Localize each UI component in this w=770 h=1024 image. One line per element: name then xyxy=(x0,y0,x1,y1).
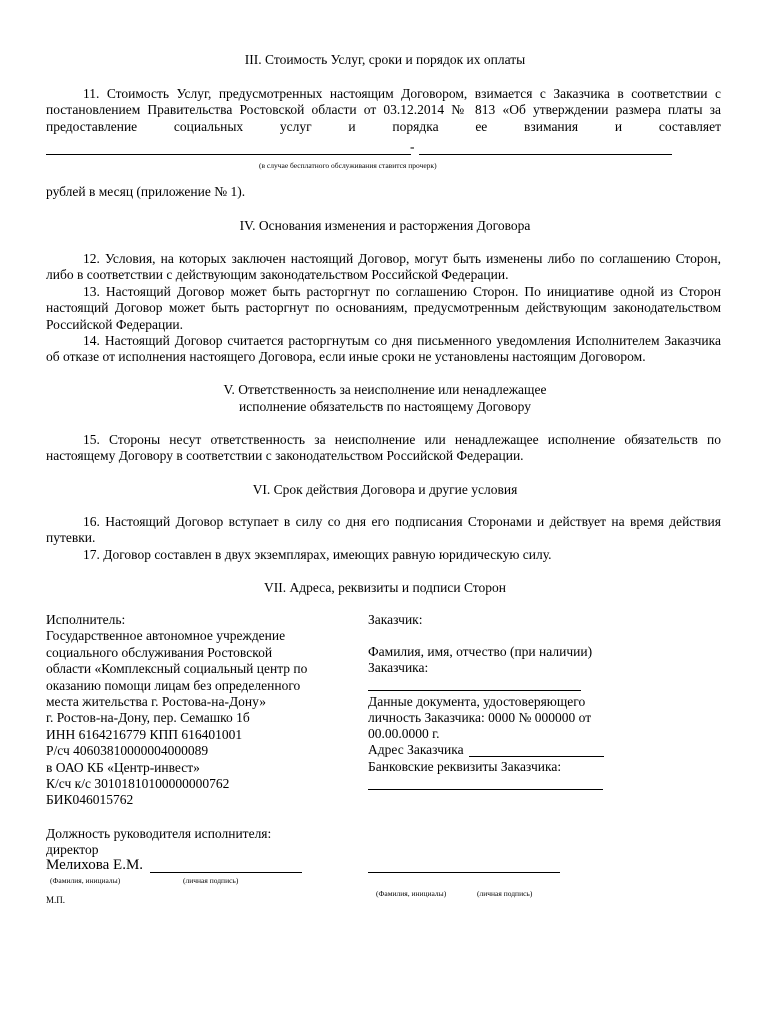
paragraph-14: 14. Настоящий Договор считается расторгнутым со дня письменного уведомления Исполнителем Заказчика об отказе от исполнения настоящего Договора, если иные сроки не установлены настоящим Договором. xyxy=(46,333,721,365)
executor-line: БИК046015762 xyxy=(46,792,134,808)
section-3-heading: III. Стоимость Услуг, сроки и порядок их оплаты xyxy=(244,52,526,67)
paragraph-12: 12. Условия, на которых заключен настоящий Договор, могут быть изменены либо по соглашению Сторон, либо в соответствии с действующим законодательством Российской Федерации. xyxy=(46,251,721,283)
executor-sig-label-sign: (личная подпись) xyxy=(183,876,239,885)
section-7-heading: VII. Адреса, реквизиты и подписи Сторон xyxy=(263,580,506,595)
customer-doc-label-3: 00.00.0000 г. xyxy=(368,726,440,741)
executor-signature-line xyxy=(150,872,302,873)
customer-bank-line xyxy=(368,789,603,790)
customer-fio-line xyxy=(368,690,581,691)
customer-signature-line xyxy=(368,872,560,873)
executor-details xyxy=(46,612,346,809)
customer-address-label: Адрес Заказчика xyxy=(368,742,464,757)
paragraph-11: 11. Стоимость Услуг, предусмотренных настоящим Договором, взимается с Заказчика в соответствии с постановлением Правительства Ростовской области от 03.12.2014 № 813 «Об утверждении размера платы за предоставление социальных услуг и порядка ее взимания и составляет xyxy=(46,86,721,134)
executor-sig-label-name: (Фамилия, инициалы) xyxy=(50,876,121,885)
section-6-heading: VI. Срок действия Договора и другие условия xyxy=(252,482,518,497)
executor-line: области «Комплексный социальный центр по xyxy=(46,661,308,677)
customer-sig-label-name: (Фамилия, инициалы) xyxy=(376,889,447,898)
section-5-heading-line1: V. Ответственность за неисполнение или ненадлежащее xyxy=(223,382,547,397)
executor-line: в ОАО КБ «Центр-инвест» xyxy=(46,759,200,775)
executor-line: оказанию помощи лицам без определенного xyxy=(46,677,301,693)
executor-line: Государственное автономное учреждение xyxy=(46,628,286,644)
executor-name: Мелихова Е.М. xyxy=(46,857,144,873)
customer-fio-label-1: Фамилия, имя, отчество (при наличии) xyxy=(368,644,593,659)
section-4-heading: IV. Основания изменения и расторжения Договора xyxy=(239,218,531,233)
stamp-label: М.П. xyxy=(46,895,66,905)
customer-title: Заказчик: xyxy=(368,612,423,627)
paragraph-16: 16. Настоящий Договор вступает в силу со дня его подписания Сторонами и действует на время действия путевки. xyxy=(46,514,721,546)
executor-line: г. Ростов-на-Дону, пер. Семашко 1б xyxy=(46,710,250,726)
fee-blank-line-left xyxy=(46,154,411,155)
executor-line: Р/сч 40603810000004000089 xyxy=(46,743,209,759)
executor-line: Исполнитель: xyxy=(46,612,126,627)
executor-line: места жительства г. Ростова-на-Дону» xyxy=(46,694,266,710)
customer-doc-label-1: Данные документа, удостоверяющего xyxy=(368,694,586,709)
paragraph-17: 17. Договор составлен в двух экземплярах, имеющих равную юридическую силу. xyxy=(83,547,552,562)
executor-position-label: Должность руководителя исполнителя: xyxy=(46,826,272,841)
customer-bank-label: Банковские реквизиты Заказчика: xyxy=(368,759,562,774)
executor-position: директор xyxy=(46,842,99,857)
customer-sig-label-sign: (личная подпись) xyxy=(477,889,533,898)
fee-blank-line-right xyxy=(419,154,672,155)
executor-line: социального обслуживания Ростовской xyxy=(46,644,273,660)
customer-doc-label-2: личность Заказчика: 0000 № 000000 от xyxy=(368,710,592,725)
customer-fio-label-2: Заказчика: xyxy=(368,660,429,675)
section-5-heading-line2: исполнение обязательств по настоящему Договору xyxy=(239,399,531,414)
free-service-note: (в случае бесплатного обслуживания ставится прочерк) xyxy=(259,161,437,170)
fee-dash: - xyxy=(410,139,415,154)
customer-address-line xyxy=(469,756,604,757)
paragraph-15: 15. Стороны несут ответственность за неисполнение или ненадлежащее исполнение обязательств по настоящему Договору в соответствии с законодательством Российской Федерации. xyxy=(46,432,721,464)
executor-line: К/сч к/с 30101810100000000762 xyxy=(46,776,230,792)
executor-line: ИНН 6164216779 КПП 616401001 xyxy=(46,726,243,742)
rub-per-month: рублей в месяц (приложение № 1). xyxy=(46,184,246,199)
paragraph-13: 13. Настоящий Договор может быть расторгнут по соглашению Сторон. По инициативе одной из Сторон настоящий Договор может быть расторгнут по основаниям, предусмотренным действующим законодательством Российской Федерации. xyxy=(46,284,721,332)
